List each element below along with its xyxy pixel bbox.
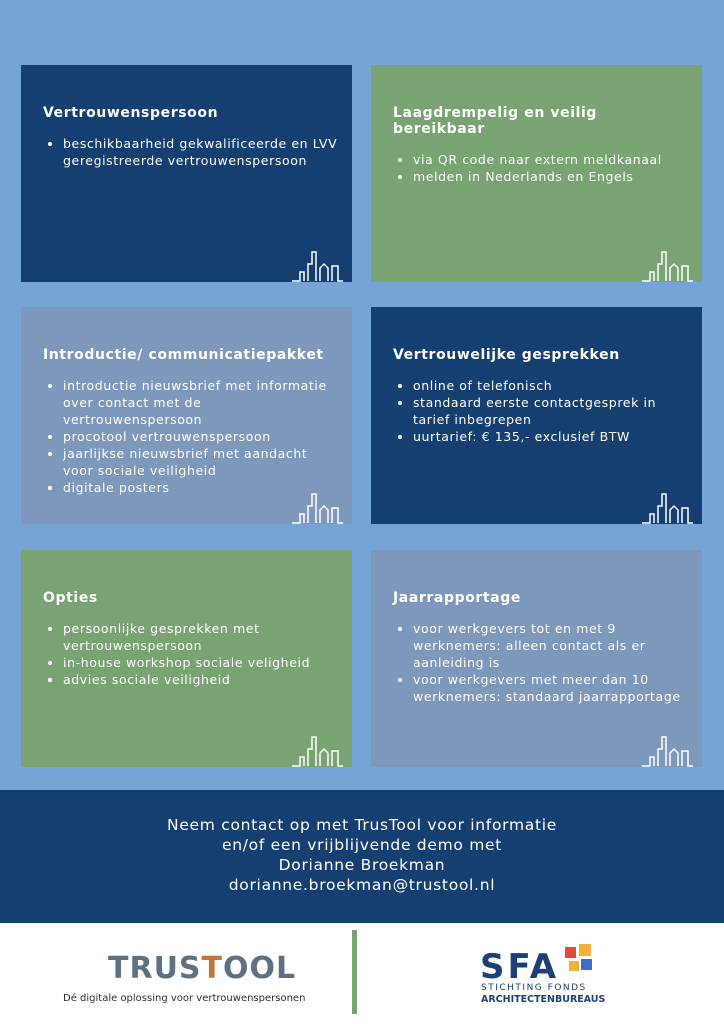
- list-item: • jaarlijkse nieuwsbrief met aandacht voor sociale veiligheid: [63, 445, 338, 479]
- city-skyline-icon: [640, 242, 694, 282]
- card-title: Vertrouwelijke gesprekken: [393, 347, 620, 363]
- card-title: Vertrouwenspersoon: [43, 105, 219, 121]
- logo-part: TRUS: [108, 951, 202, 986]
- sfa-logo: SFA: [480, 947, 560, 987]
- list-item: • via QR code naar extern meldkanaal: [413, 151, 688, 168]
- card-title: Jaarrapportage: [393, 590, 521, 606]
- city-skyline-icon: [290, 242, 344, 282]
- card-title: Laagdrempelig en veilig bereikbaar: [393, 105, 598, 137]
- card-title: Opties: [43, 590, 98, 606]
- sfa-mark-icon: [563, 944, 593, 978]
- contact-banner: [0, 790, 724, 923]
- sfa-subtitle: STICHTING FONDS: [481, 983, 587, 993]
- card-opties: [21, 550, 352, 767]
- list-item: • persoonlijke gesprekken met vertrouwenspersoon: [63, 620, 338, 654]
- trustool-tagline: Dé digitale oplossing voor vertrouwenspersonen: [63, 993, 306, 1004]
- contact-email-link[interactable]: dorianne.broekman@trustool.nl: [228, 876, 496, 894]
- list-item: • online of telefonisch: [413, 377, 688, 394]
- city-skyline-icon: [290, 727, 344, 767]
- card-list: [393, 151, 688, 185]
- list-item: • standaard eerste contactgesprek in tarief inbegrepen: [413, 394, 688, 428]
- list-item: • voor werkgevers tot en met 9 werknemers: alleen contact als er aanleiding is: [413, 620, 688, 671]
- card-title: Introductie/ communicatiepakket: [43, 347, 324, 363]
- list-item: • melden in Nederlands en Engels: [413, 168, 688, 185]
- card-list: [393, 377, 688, 445]
- card-list: [43, 377, 338, 496]
- city-skyline-icon: [640, 484, 694, 524]
- footer-divider: [352, 930, 357, 1014]
- contact-line: en/of een vrijblijvende demo met: [221, 836, 503, 854]
- city-skyline-icon: [290, 484, 344, 524]
- list-item: • advies sociale veiligheid: [63, 671, 338, 688]
- city-skyline-icon: [640, 727, 694, 767]
- card-vertrouwenspersoon: [21, 65, 352, 282]
- card-introductie: [21, 307, 352, 524]
- card-laagdrempelig: [371, 65, 702, 282]
- logo-part: OOL: [223, 951, 297, 986]
- list-item: • uurtarief: € 135,- exclusief BTW: [413, 428, 688, 445]
- contact-line: Neem contact op met TrusTool voor informatie: [167, 816, 557, 834]
- card-vertrouwelijke-gesprekken: [371, 307, 702, 524]
- list-item: • digitale posters: [63, 479, 338, 496]
- card-list: [43, 620, 338, 688]
- list-item: • procotool vertrouwenspersoon: [63, 428, 338, 445]
- trustool-logo: [108, 951, 296, 986]
- list-item: • introductie nieuwsbrief met informatie over contact met de vertrouwenspersoon: [63, 377, 338, 428]
- list-item: • in-house workshop sociale veligheid: [63, 654, 338, 671]
- contact-name: Dorianne Broekman: [278, 856, 446, 874]
- sfa-subtitle: ARCHITECTENBUREAUS: [481, 994, 606, 1005]
- card-list: [393, 620, 688, 705]
- list-item: • beschikbaarheid gekwalificeerde en LVV geregistreerde vertrouwenspersoon: [63, 135, 338, 169]
- list-item: • voor werkgevers met meer dan 10 werknemers: standaard jaarrapportage: [413, 671, 688, 705]
- card-list: [43, 135, 338, 169]
- card-jaarrapportage: [371, 550, 702, 767]
- logo-part: T: [201, 951, 223, 986]
